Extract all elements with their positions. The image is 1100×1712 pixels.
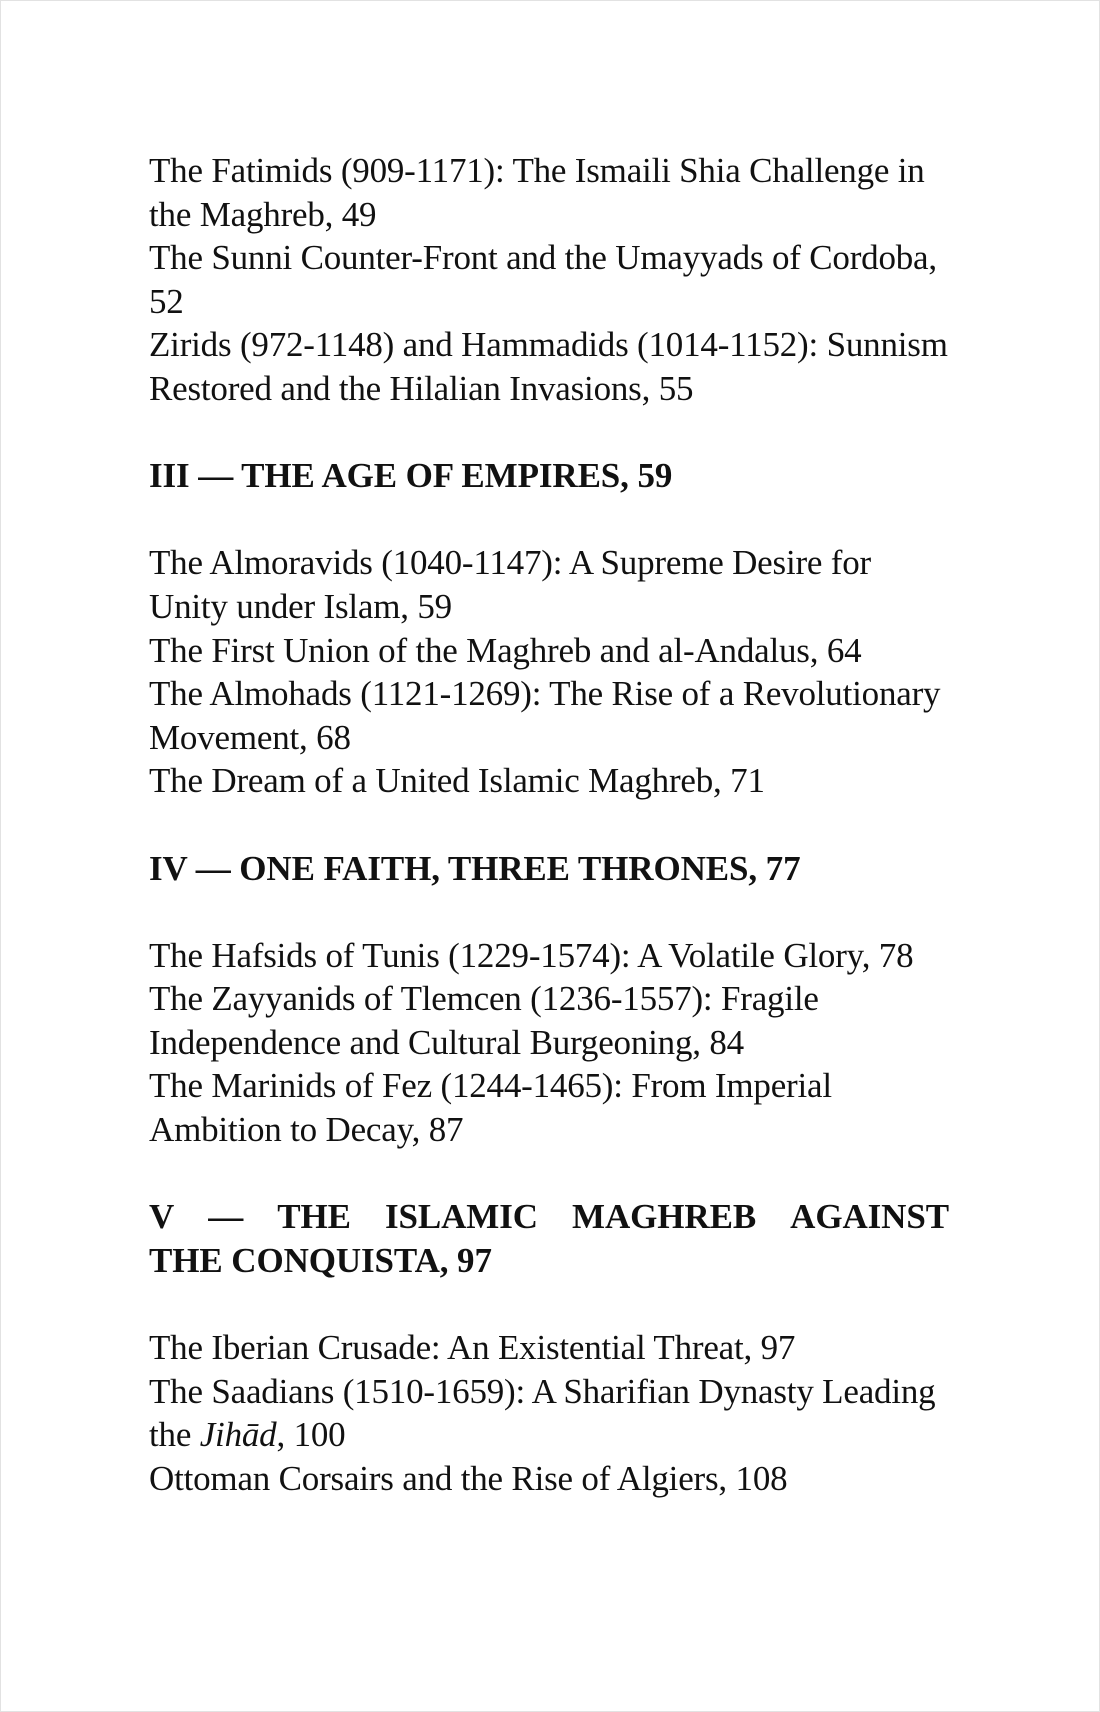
toc-entry-iberian-crusade: The Iberian Crusade: An Existential Threat, 97 xyxy=(149,1328,796,1368)
heading-word: AGAINST xyxy=(790,1197,949,1237)
chapter-heading-v-line1 xyxy=(149,1195,949,1239)
toc-entry-first-union: The First Union of the Maghreb and al-Andalus, 64 xyxy=(149,630,862,670)
toc-entry-marinids: The Marinids of Fez (1244-1465): From Imperial Ambition to Decay, 87 xyxy=(149,1066,832,1150)
toc-entry-sunni-counter-front: The Sunni Counter-Front and the Umayyads of Cordoba, 52 xyxy=(149,238,937,321)
heading-word: THE xyxy=(277,1197,351,1237)
toc-entry-ottoman-corsairs: Ottoman Corsairs and the Rise of Algiers, 108 xyxy=(149,1458,788,1498)
chapter-heading-v xyxy=(149,1195,949,1282)
toc-group-chapter-iv xyxy=(149,934,949,1152)
toc-entry-fatimids: The Fatimids (909-1171): The Ismaili Shia Challenge in the Maghreb, 49 xyxy=(149,151,925,234)
saadians-italic-term: Jihād xyxy=(199,1415,277,1455)
heading-word: MAGHREB xyxy=(572,1197,757,1237)
chapter-heading-v-line2: THE CONQUISTA, 97 xyxy=(149,1240,492,1280)
saadians-prefix: The Saadians (1510-1659): A Sharifian Dynasty Leading the xyxy=(149,1371,936,1455)
toc-group-chapter-iii xyxy=(149,541,949,803)
chapter-heading-iii: III — THE AGE OF EMPIRES, 59 xyxy=(149,456,673,496)
toc-entry-almoravids: The Almoravids (1040-1147): A Supreme Desire for Unity under Islam, 59 xyxy=(149,543,872,626)
chapter-heading-iv: IV — ONE FAITH, THREE THRONES, 77 xyxy=(149,848,801,888)
saadians-suffix: , 100 xyxy=(276,1415,346,1455)
toc-group-chapter-v xyxy=(149,1326,949,1500)
heading-word: V xyxy=(149,1197,175,1237)
toc-entry-zayyanids: The Zayyanids of Tlemcen (1236-1557): Fragile Independence and Cultural Burgeoning, 84 xyxy=(149,979,819,1062)
heading-word: — xyxy=(208,1197,244,1237)
toc-entry-hafsids: The Hafsids of Tunis (1229-1574): A Volatile Glory, 78 xyxy=(149,935,914,975)
table-of-contents xyxy=(149,149,949,1500)
toc-entry-saadians xyxy=(149,1370,949,1457)
toc-group-pre xyxy=(149,149,949,411)
toc-entry-almohads: The Almohads (1121-1269): The Rise of a Revolutionary Movement, 68 xyxy=(149,674,941,757)
toc-entry-dream-united-maghreb: The Dream of a United Islamic Maghreb, 71 xyxy=(149,761,765,801)
toc-entry-zirids-hammadids: Zirids (972-1148) and Hammadids (1014-1152): Sunnism Restored and the Hilalian Invasions, 55 xyxy=(149,325,948,408)
heading-word: ISLAMIC xyxy=(385,1197,538,1237)
